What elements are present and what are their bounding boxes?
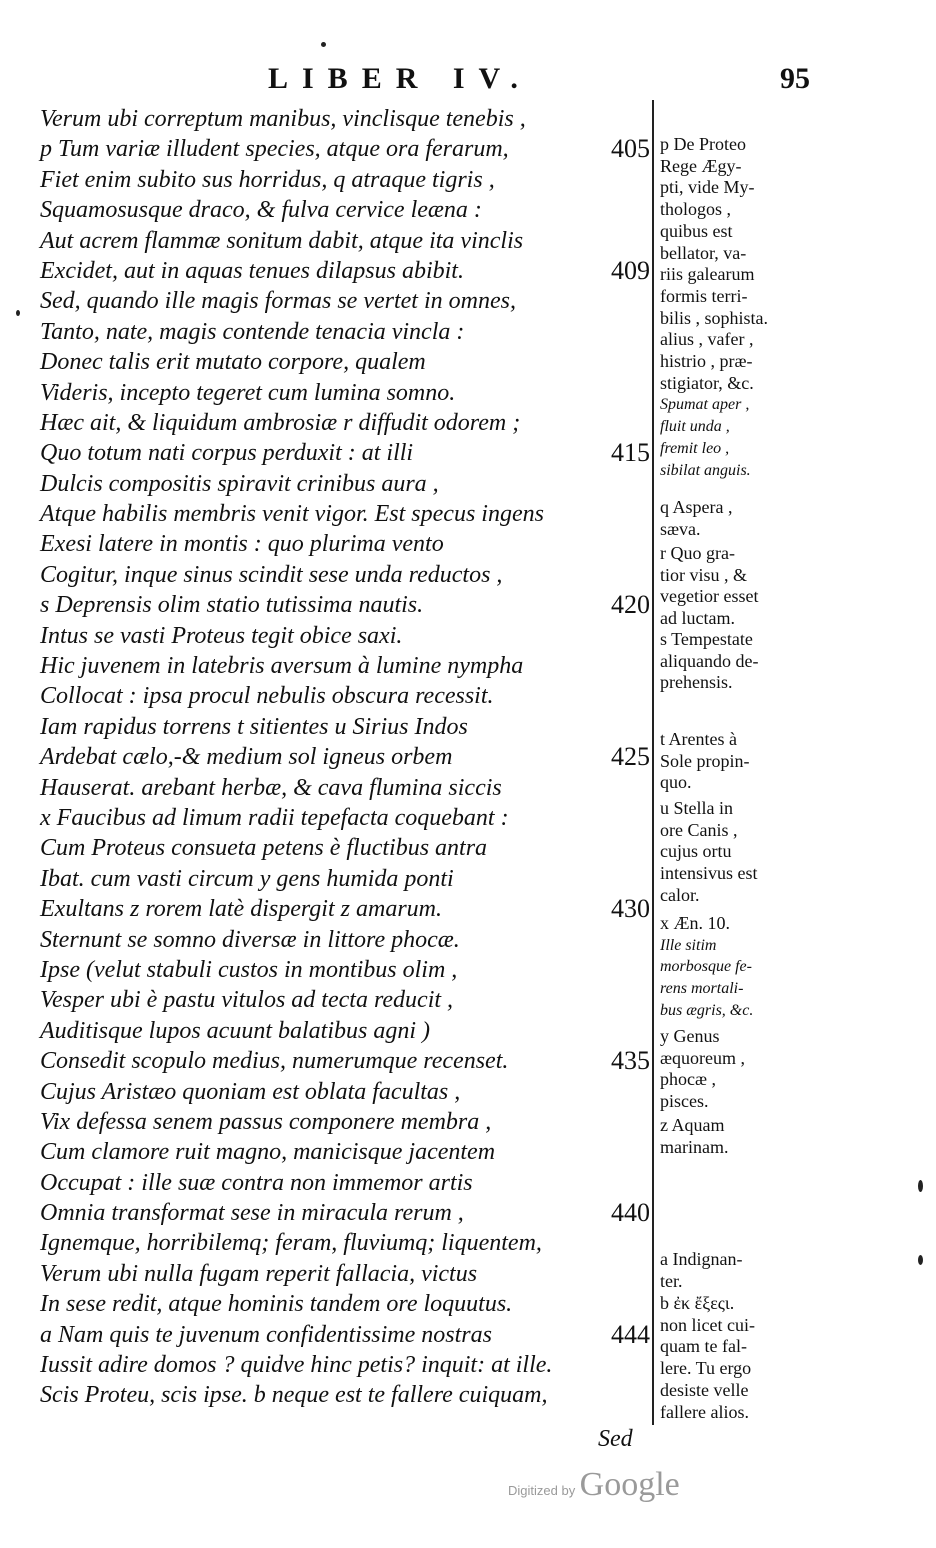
verse-line	[40, 1289, 650, 1319]
note-line: histrio , præ-	[660, 351, 753, 372]
verse-line	[40, 1046, 650, 1076]
verse-text: Sed, quando ille magis formas se vertet in omnes,	[40, 288, 516, 315]
note-line: Ille sitim	[660, 936, 717, 954]
marginal-note	[660, 497, 932, 540]
note-line: æquoreum ,	[660, 1047, 745, 1068]
verse-text: Excidet, aut in aquas tenues dilapsus abibit.	[40, 257, 464, 284]
verse-line	[40, 1077, 650, 1107]
verse-text: Hæc ait, & liquidum ambrosiæ r diffudit odorem ;	[40, 409, 521, 436]
verse-line	[40, 1016, 650, 1046]
marginal-note	[660, 1249, 932, 1292]
verse-text: Fiet enim subito sus horridus, q atraque tigris ,	[40, 166, 495, 193]
note-line: sæva.	[660, 518, 701, 539]
verse-text: Auditisque lupos acuunt balatibus agni )	[40, 1017, 430, 1044]
note-line: morbosque fe-	[660, 958, 752, 976]
digitized-watermark	[508, 1466, 680, 1504]
verse-line	[40, 1320, 650, 1350]
verse-text: Ipse (velut stabuli custos in montibus olim ,	[40, 956, 458, 983]
verse-line	[40, 347, 650, 377]
verse-column	[40, 104, 650, 1411]
note-line: lere. Tu ergo	[660, 1358, 752, 1379]
verse-text: Collocat : ipsa procul nebulis obscura recessit.	[40, 683, 494, 710]
verse-line	[40, 104, 650, 134]
running-title: LIBER IV.	[268, 62, 532, 95]
verse-line	[40, 408, 650, 438]
verse-text: Cum clamore ruit magno, manicisque jacentem	[40, 1139, 496, 1166]
note-line: stigiator, &c.	[660, 372, 754, 393]
note-line: non licet cui-	[660, 1314, 755, 1335]
verse-text: Consedit scopulo medius, numerumque recenset.	[40, 1048, 509, 1075]
note-line: vegetior esset	[660, 586, 759, 607]
note-line: u Stella in	[660, 798, 733, 818]
verse-text: Exesi latere in montis : quo plurima vento	[40, 531, 444, 558]
verse-text: Iussit adire domos ? quidve hinc petis? inquit: at ille.	[40, 1352, 553, 1379]
note-line: x Æn. 10.	[660, 913, 731, 933]
note-line: s Tempestate	[660, 629, 753, 649]
page-number: 95	[780, 62, 810, 95]
verse-text: Sternunt se somno diversæ in littore phocæ.	[40, 926, 460, 953]
column-divider	[652, 100, 654, 1425]
line-number: 430	[611, 894, 650, 924]
marginal-note	[660, 1293, 932, 1423]
note-line: a Indignan-	[660, 1249, 743, 1269]
verse-text: Omnia transformat sese in miracula rerum ,	[40, 1200, 464, 1227]
verse-line	[40, 378, 650, 408]
marginal-note	[660, 543, 932, 630]
verse-line	[40, 499, 650, 529]
verse-line	[40, 590, 650, 620]
verse-text: Aut acrem flammæ sonitum dabit, atque ita vinclis	[40, 227, 524, 254]
verse-text: Verum ubi nulla fugam reperit fallacia, victus	[40, 1260, 478, 1287]
note-line: riis galearum	[660, 264, 755, 285]
marginal-note	[660, 134, 932, 481]
page-header	[0, 62, 936, 98]
note-line: rens mortali-	[660, 980, 744, 998]
verse-line	[40, 469, 650, 499]
note-line: ter.	[660, 1270, 683, 1291]
note-line: z Aquam	[660, 1115, 725, 1135]
note-line: quibus est	[660, 220, 733, 241]
line-number: 425	[611, 742, 650, 772]
note-line: p De Proteo	[660, 134, 746, 154]
verse-text: Verum ubi correptum manibus, vinclisque tenebis ,	[40, 106, 526, 132]
verse-line	[40, 226, 650, 256]
catchword: Sed	[598, 1426, 633, 1452]
verse-text: Ignemque, horribilemq; feram, fluviumq; liquentem,	[40, 1230, 542, 1257]
verse-line	[40, 925, 650, 955]
note-line: bus ægris, &c.	[660, 1001, 754, 1019]
verse-line	[40, 1380, 650, 1410]
note-line: formis terri-	[660, 285, 748, 306]
verse-text: Ibat. cum vasti circum y gens humida ponti	[40, 865, 454, 892]
note-line: aliquando de-	[660, 650, 759, 671]
marginal-note	[660, 913, 932, 1022]
verse-text: Vix defessa senem passus componere membra ,	[40, 1108, 492, 1135]
note-line: ad luctam.	[660, 608, 735, 629]
verse-line	[40, 833, 650, 863]
marginal-note	[660, 798, 932, 907]
line-number: 435	[611, 1046, 650, 1076]
verse-text: Dulcis compositis spiravit crinibus aura ,	[40, 470, 439, 497]
verse-text: Ardebat cælo,-& medium sol igneus orbem	[40, 744, 453, 771]
note-line: fallere alios.	[660, 1401, 749, 1422]
verse-text: Cujus Aristæo quoniam est oblata facultas ,	[40, 1078, 461, 1105]
verse-text: Cogitur, inque sinus scindit sese unda reductos ,	[40, 561, 503, 588]
note-line: q Aspera ,	[660, 497, 733, 517]
ink-speck	[918, 1180, 923, 1192]
note-line: r Quo gra-	[660, 543, 735, 563]
verse-text: p Tum variæ illudent species, atque ora ferarum,	[40, 136, 509, 163]
marginal-note	[660, 729, 932, 794]
note-line: calor.	[660, 884, 700, 905]
line-number: 444	[611, 1319, 650, 1349]
verse-line	[40, 317, 650, 347]
note-line: t Arentes à	[660, 729, 737, 749]
line-number: 409	[611, 255, 650, 285]
note-line: y Genus	[660, 1026, 720, 1046]
verse-line	[40, 1137, 650, 1167]
verse-line	[40, 985, 650, 1015]
verse-line	[40, 134, 650, 164]
note-line: quam te fal-	[660, 1336, 747, 1357]
verse-line	[40, 560, 650, 590]
verse-line	[40, 1259, 650, 1289]
verse-text: Tanto, nate, magis contende tenacia vincla :	[40, 318, 465, 345]
note-line: thologos ,	[660, 199, 732, 220]
verse-line	[40, 742, 650, 772]
verse-text: Intus se vasti Proteus tegit obice saxi.	[40, 622, 403, 649]
line-number: 415	[611, 438, 650, 468]
marginal-note	[660, 1026, 932, 1113]
verse-text: x Faucibus ad limum radii tepefacta coquebant :	[40, 804, 509, 831]
note-line: Spumat aper ,	[660, 396, 750, 414]
verse-line	[40, 165, 650, 195]
watermark-prefix: Digitized by	[508, 1483, 576, 1498]
note-line: pti, vide My-	[660, 177, 755, 198]
verse-text: Scis Proteu, scis ipse. b neque est te fallere cuiquam,	[40, 1382, 548, 1409]
ink-speck	[918, 1255, 923, 1265]
verse-text: s Deprensis olim statio tutissima nautis.	[40, 592, 424, 619]
verse-text: Hauserat. arebant herbæ, & cava flumina siccis	[40, 774, 502, 801]
note-line: bilis , sophista.	[660, 307, 769, 328]
verse-text: Cum Proteus consueta petens è fluctibus antra	[40, 835, 488, 862]
note-line: pisces.	[660, 1091, 709, 1112]
note-line: sibilat anguis.	[660, 461, 751, 479]
verse-line	[40, 1107, 650, 1137]
verse-text: Vesper ubi è pastu vitulos ad tecta reducit ,	[40, 987, 454, 1014]
verse-line	[40, 803, 650, 833]
verse-text: Iam rapidus torrens t sitientes u Sirius Indos	[40, 713, 468, 740]
verse-line	[40, 1350, 650, 1380]
note-line: ore Canis ,	[660, 819, 738, 840]
watermark-brand: Google	[579, 1466, 680, 1503]
ink-speck	[321, 42, 326, 47]
verse-line	[40, 286, 650, 316]
verse-line	[40, 621, 650, 651]
verse-text: Squamosusque draco, & fulva cervice leæna :	[40, 197, 482, 224]
verse-line	[40, 256, 650, 286]
note-line: prehensis.	[660, 672, 733, 693]
verse-text: Donec talis erit mutato corpore, qualem	[40, 349, 426, 376]
note-line: cujus ortu	[660, 841, 732, 862]
verse-text: a Nam quis te juvenum confidentissime nostras	[40, 1321, 492, 1348]
note-line: fremit leo ,	[660, 439, 730, 457]
verse-text: Videris, incepto tegeret cum lumina somno.	[40, 379, 456, 406]
verse-line	[40, 438, 650, 468]
verse-line	[40, 1228, 650, 1258]
verse-line	[40, 1168, 650, 1198]
note-line: Rege Ægy-	[660, 155, 742, 176]
note-line: tior visu , &	[660, 564, 748, 585]
line-number: 440	[611, 1198, 650, 1228]
verse-text: In sese redit, atque hominis tandem ore loquutus.	[40, 1291, 513, 1318]
note-line: quo.	[660, 772, 692, 793]
line-number: 405	[611, 134, 650, 164]
verse-text: Atque habilis membris venit vigor. Est specus ingens	[40, 501, 544, 528]
verse-line	[40, 955, 650, 985]
verse-text: Hic juvenem in latebris aversum à lumine nympha	[40, 653, 524, 680]
verse-line	[40, 1198, 650, 1228]
verse-line	[40, 864, 650, 894]
ink-speck	[16, 310, 20, 316]
verse-text: Exultans z rorem latè dispergit z amarum.	[40, 896, 442, 923]
note-line: b ἐκ ἔξεςι.	[660, 1293, 735, 1313]
verse-text: Quo totum nati corpus perduxit : at illi	[40, 440, 414, 467]
note-line: fluit unda ,	[660, 418, 730, 436]
note-line: intensivus est	[660, 863, 758, 884]
note-line: desiste velle	[660, 1379, 749, 1400]
verse-line	[40, 681, 650, 711]
verse-line	[40, 773, 650, 803]
note-line: Sole propin-	[660, 750, 750, 771]
verse-line	[40, 195, 650, 225]
line-number: 420	[611, 590, 650, 620]
marginal-note	[660, 629, 932, 694]
verse-line	[40, 712, 650, 742]
verse-line	[40, 529, 650, 559]
marginal-note	[660, 1115, 932, 1158]
verse-text: Occupat : ille suæ contra non immemor artis	[40, 1169, 473, 1196]
note-line: alius , vafer ,	[660, 329, 754, 350]
note-line: marinam.	[660, 1136, 729, 1157]
verse-line	[40, 651, 650, 681]
verse-line	[40, 894, 650, 924]
note-line: phocæ ,	[660, 1069, 716, 1090]
note-line: bellator, va-	[660, 242, 747, 263]
